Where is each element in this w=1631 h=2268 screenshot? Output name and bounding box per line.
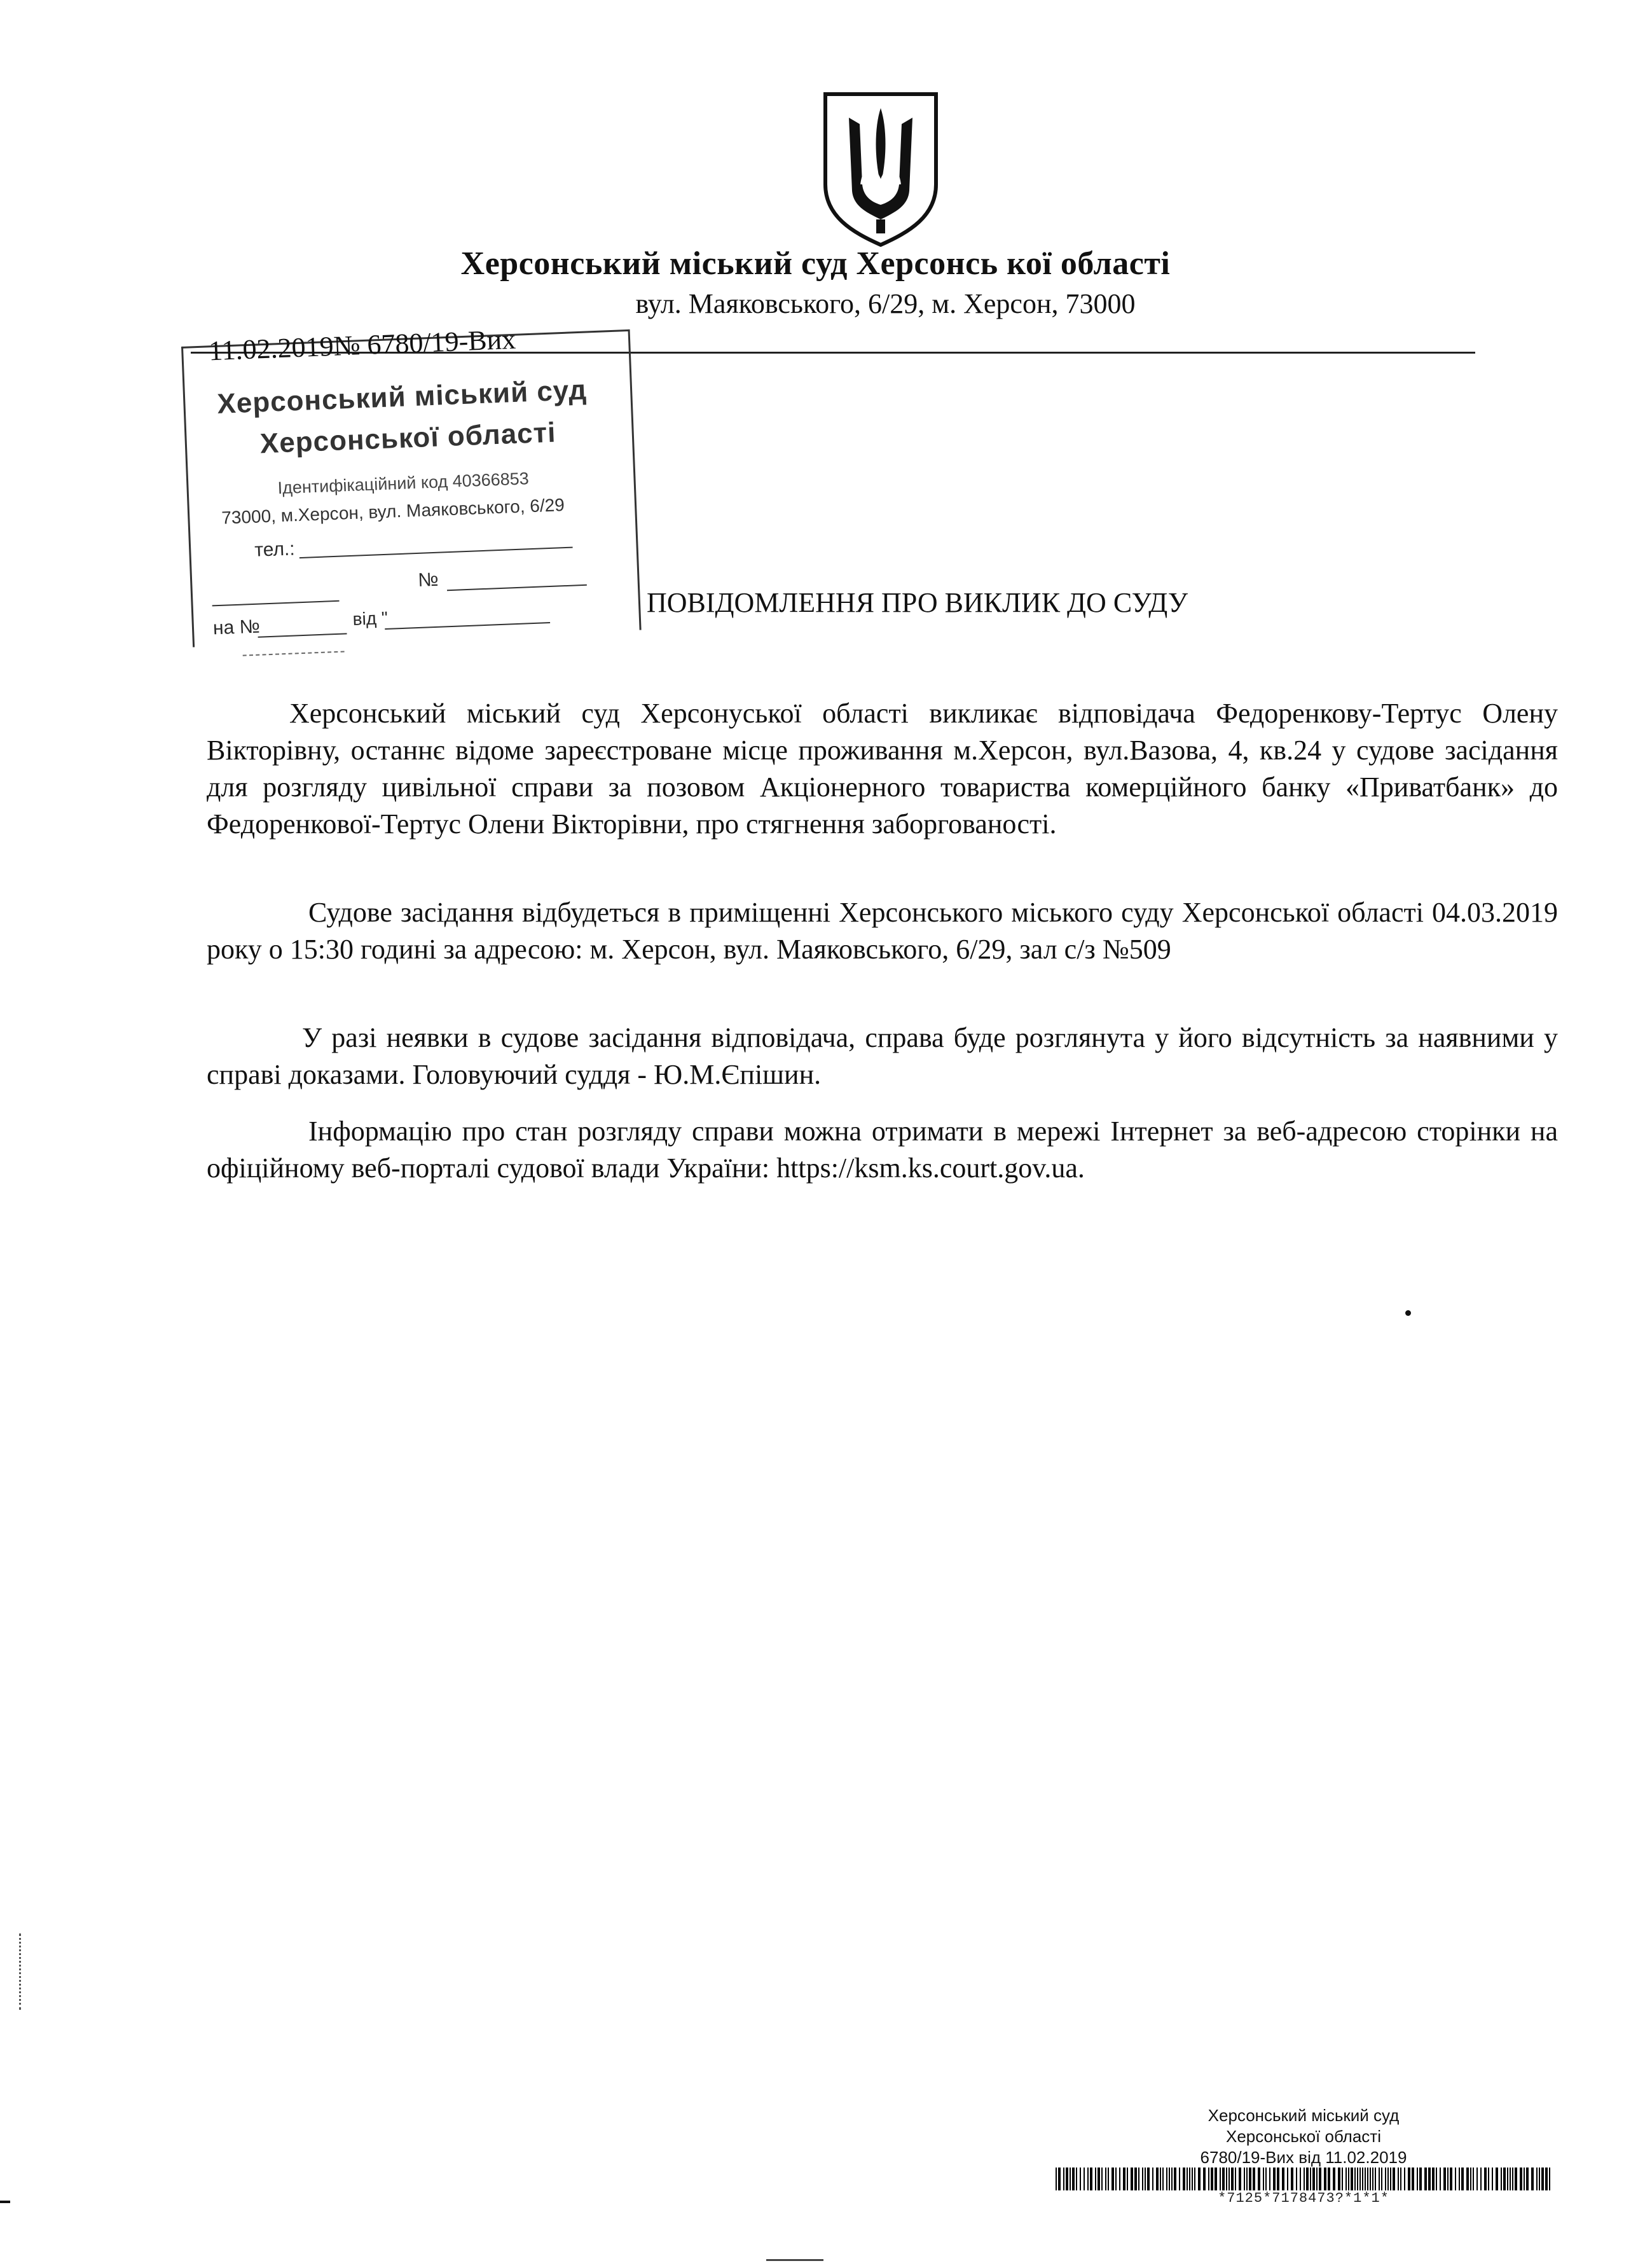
barcode-bar [1424, 2168, 1427, 2190]
barcode-bar [1316, 2168, 1318, 2190]
barcode-bar [1536, 2168, 1538, 2190]
barcode-bar [1470, 2168, 1471, 2190]
barcode-bar [1231, 2168, 1234, 2190]
barcode-bar [1156, 2168, 1159, 2190]
barcode-bar [1312, 2168, 1315, 2190]
barcode-bar [1194, 2168, 1195, 2190]
barcode-bar [1134, 2168, 1137, 2190]
notice-title: ПОВІДОМЛЕННЯ ПРО ВИКЛИК ДО СУДУ [646, 587, 1188, 618]
barcode-bar [1080, 2168, 1081, 2190]
barcode-bar [1174, 2168, 1176, 2190]
barcode-bar [1476, 2168, 1478, 2190]
barcode-court-name: Херсонський міський суд [1208, 2106, 1400, 2125]
barcode-bar [1304, 2168, 1305, 2190]
barcode-bar [1520, 2168, 1522, 2190]
barcode-bar [1393, 2168, 1395, 2190]
barcode-bar [1208, 2168, 1209, 2190]
barcode-bar [1319, 2168, 1321, 2190]
barcode-bar [1365, 2168, 1366, 2190]
barcode-bar [1512, 2168, 1513, 2190]
barcode-bar [1105, 2168, 1106, 2190]
barcode-bar [1246, 2168, 1248, 2190]
barcode-bar [1484, 2168, 1487, 2190]
barcode-bar [1147, 2168, 1150, 2190]
barcode-bar [1501, 2168, 1502, 2190]
barcode-bar [1404, 2168, 1405, 2190]
barcode-bar [1152, 2168, 1153, 2190]
stamp-on-number-label: на № [212, 616, 261, 639]
barcode-bar [1310, 2168, 1311, 2190]
barcode-bar [1549, 2168, 1550, 2190]
barcode-bar [1348, 2168, 1349, 2190]
barcode-bar [1387, 2168, 1389, 2190]
barcode-code-text: *7125*7178473?*1*1* [1218, 2190, 1389, 2206]
barcode-bar [1455, 2168, 1456, 2190]
stamp-number-label: № [417, 569, 439, 591]
barcode-bar [1111, 2168, 1114, 2190]
barcode-bar [1436, 2168, 1437, 2190]
barcode-bar [1189, 2168, 1190, 2190]
barcode-bar [1145, 2168, 1146, 2190]
barcode-bar [1119, 2168, 1120, 2190]
barcode-bar [1160, 2168, 1161, 2190]
barcode-bar [1253, 2168, 1255, 2190]
scan-edge-mark [19, 1933, 23, 2010]
barcode-bar [1300, 2168, 1301, 2190]
barcode-bar [1263, 2168, 1264, 2190]
barcode-bar [1531, 2168, 1534, 2190]
barcode-bar [1459, 2168, 1460, 2190]
barcode-bar [1269, 2168, 1270, 2190]
stamp-line [258, 633, 347, 637]
barcode-bar [1324, 2168, 1326, 2190]
barcode-bar [1282, 2168, 1284, 2190]
barcode-bar [1515, 2168, 1517, 2190]
barcode-bar [1338, 2168, 1340, 2190]
barcode-bar [1400, 2168, 1401, 2190]
barcode-bar [1367, 2168, 1368, 2190]
barcode-bar [1362, 2168, 1363, 2190]
barcode-bar [1480, 2168, 1482, 2190]
barcode-bar [1440, 2168, 1441, 2190]
outgoing-registration-number: 11.02.2019№ 6780/19-Вих [208, 323, 517, 367]
barcode-bar [1466, 2168, 1469, 2190]
barcode-bar [1171, 2168, 1173, 2190]
barcode-bar [1273, 2168, 1276, 2190]
barcode-bar [1166, 2168, 1167, 2190]
barcode-bar [1258, 2168, 1260, 2190]
barcode-bar [1101, 2168, 1103, 2190]
court-name: Херсонський міський суд Херсонсь кої області [460, 245, 1171, 282]
barcode-bar [1447, 2168, 1449, 2190]
barcode-bar [1066, 2168, 1068, 2190]
barcode-bar [1142, 2168, 1143, 2190]
barcode-bar [1072, 2168, 1075, 2190]
barcode-bar [1291, 2168, 1293, 2190]
barcode-bar [1179, 2168, 1180, 2190]
barcode-bar [1408, 2168, 1410, 2190]
barcode [1056, 2168, 1552, 2190]
barcode-bar [1169, 2168, 1170, 2190]
barcode-bar [1372, 2168, 1373, 2190]
barcode-bar [1342, 2168, 1343, 2190]
barcode-bar [1390, 2168, 1391, 2190]
barcode-bar [1492, 2168, 1493, 2190]
barcode-bar [1461, 2168, 1464, 2190]
barcode-bar [1419, 2168, 1422, 2190]
barcode-bar [1131, 2168, 1133, 2190]
barcode-bar [1488, 2168, 1489, 2190]
notice-paragraph: Херсонський міський суд Херсонуської області викликає відповідача Федоренкову-Тертус Олену Вікторівну, останнє відоме зареєстроване місце проживання м.Херсон, вул.Вазова, 4, кв.24 у судове засідання для розгляду цивільної справи за позовом Акціонерного товариства комерційного банку «Приватбанк» до Федоренкової-Тертус Олени Вікторівни, про стягнення заборгованості. [207, 698, 1558, 840]
barcode-bar [1357, 2168, 1358, 2190]
notice-paragraph: Інформацію про стан розгляду справи можна отримати в мережі Інтернет за веб-адресою сторінки на офіційному веб-порталі судової влади України: https://ksm.ks.court.gov.ua. [207, 1116, 1558, 1184]
barcode-bar [1524, 2168, 1525, 2190]
scan-speck [1405, 1310, 1411, 1316]
barcode-bar [1345, 2168, 1347, 2190]
barcode-bar [1354, 2168, 1356, 2190]
barcode-bar [1063, 2168, 1064, 2190]
barcode-bar [1351, 2168, 1353, 2190]
barcode-bar [1496, 2168, 1498, 2190]
stamp-id-code: Ідентифікаційний код 40366853 [277, 469, 530, 498]
barcode-bar [1443, 2168, 1446, 2190]
barcode-bar [1359, 2168, 1361, 2190]
stamp-phone-label: тел.: [254, 538, 296, 561]
barcode-bar [1098, 2168, 1100, 2190]
stamp-address: 73000, м.Херсон, вул. Маяковського, 6/29 [221, 495, 565, 528]
barcode-bar [1526, 2168, 1529, 2190]
barcode-bar [1333, 2168, 1335, 2190]
barcode-bar [1432, 2168, 1435, 2190]
stamp-phone-line [299, 547, 573, 559]
scan-edge-mark [766, 2259, 823, 2261]
barcode-registration: 6780/19-Вих від 11.02.2019 [1200, 2148, 1407, 2167]
barcode-bar [1306, 2168, 1309, 2190]
barcode-bar [1235, 2168, 1236, 2190]
barcode-bar [1398, 2168, 1399, 2190]
barcode-bar [1503, 2168, 1506, 2190]
barcode-bar [1058, 2168, 1061, 2190]
barcode-bar [1249, 2168, 1251, 2190]
barcode-bar [1510, 2168, 1511, 2190]
scan-edge-mark [0, 2201, 10, 2203]
barcode-bar [1123, 2168, 1125, 2190]
barcode-bar [1473, 2168, 1474, 2190]
barcode-bar [1417, 2168, 1418, 2190]
barcode-bar [1381, 2168, 1382, 2190]
barcode-label [1056, 2105, 1552, 2168]
barcode-bar [1220, 2168, 1221, 2190]
barcode-bar [1277, 2168, 1279, 2190]
barcode-bar [1127, 2168, 1128, 2190]
barcode-bar [1228, 2168, 1230, 2190]
barcode-bar [1428, 2168, 1431, 2190]
barcode-bar [1087, 2168, 1089, 2190]
notice-paragraph: У разі неявки в судове засідання відповідача, справа буде розглянута у його відсутність за наявними у справі доказами. Головуючий суддя - Ю.М.Єпішин. [207, 1022, 1558, 1090]
barcode-bar [1183, 2168, 1185, 2190]
barcode-bar [1198, 2168, 1201, 2190]
barcode-bar [1162, 2168, 1164, 2190]
barcode-bar [1084, 2168, 1085, 2190]
stamp-court-name: Херсонський міський суд [216, 374, 588, 420]
barcode-bar [1203, 2168, 1206, 2190]
stamp-region: Херсонської області [259, 417, 557, 460]
stamp-from-label: від " [352, 607, 389, 629]
barcode-bar [1450, 2168, 1452, 2190]
barcode-bar [1115, 2168, 1117, 2190]
court-address: вул. Маяковського, 6/29, м. Херсон, 73000 [635, 288, 1136, 319]
barcode-bar [1108, 2168, 1109, 2190]
barcode-bar [1545, 2168, 1548, 2190]
stamp-line [385, 622, 550, 630]
barcode-bar [1138, 2168, 1139, 2190]
barcode-bar [1375, 2168, 1376, 2190]
barcode-bar [1541, 2168, 1544, 2190]
barcode-bar [1192, 2168, 1193, 2190]
barcode-bar [1507, 2168, 1508, 2190]
barcode-bar [1328, 2168, 1330, 2190]
barcode-bar [1215, 2168, 1217, 2190]
barcode-bar [1385, 2168, 1386, 2190]
barcode-bar [1211, 2168, 1213, 2190]
barcode-bar [1296, 2168, 1297, 2190]
barcode-bar [1265, 2168, 1267, 2190]
barcode-bar [1070, 2168, 1071, 2190]
barcode-bar [1226, 2168, 1227, 2190]
barcode-bar [1239, 2168, 1241, 2190]
barcode-bar [1244, 2168, 1245, 2190]
barcode-region: Херсонської області [1226, 2127, 1381, 2146]
barcode-bar [1287, 2168, 1288, 2190]
barcode-bar [1056, 2168, 1057, 2190]
barcode-bar [1222, 2168, 1225, 2190]
coat-of-arms-emblem [820, 89, 941, 248]
barcode-bar [1187, 2168, 1188, 2190]
barcode-bar [1412, 2168, 1414, 2190]
notice-paragraph: Судове засідання відбудеться в приміщенні Херсонського міського суду Херсонської області 04.03.2019 року о 15:30 годині за адресою: м. Херсон, вул. Маяковського, 6/29, зал с/з №509 [207, 897, 1558, 965]
barcode-bar [1076, 2168, 1077, 2190]
barcode-bar [1095, 2168, 1096, 2190]
barcode-bar [1379, 2168, 1380, 2190]
barcode-bar [1090, 2168, 1092, 2190]
barcode-bar [1370, 2168, 1371, 2190]
stamp-smudge [243, 651, 345, 656]
barcode-bar [1539, 2168, 1540, 2190]
